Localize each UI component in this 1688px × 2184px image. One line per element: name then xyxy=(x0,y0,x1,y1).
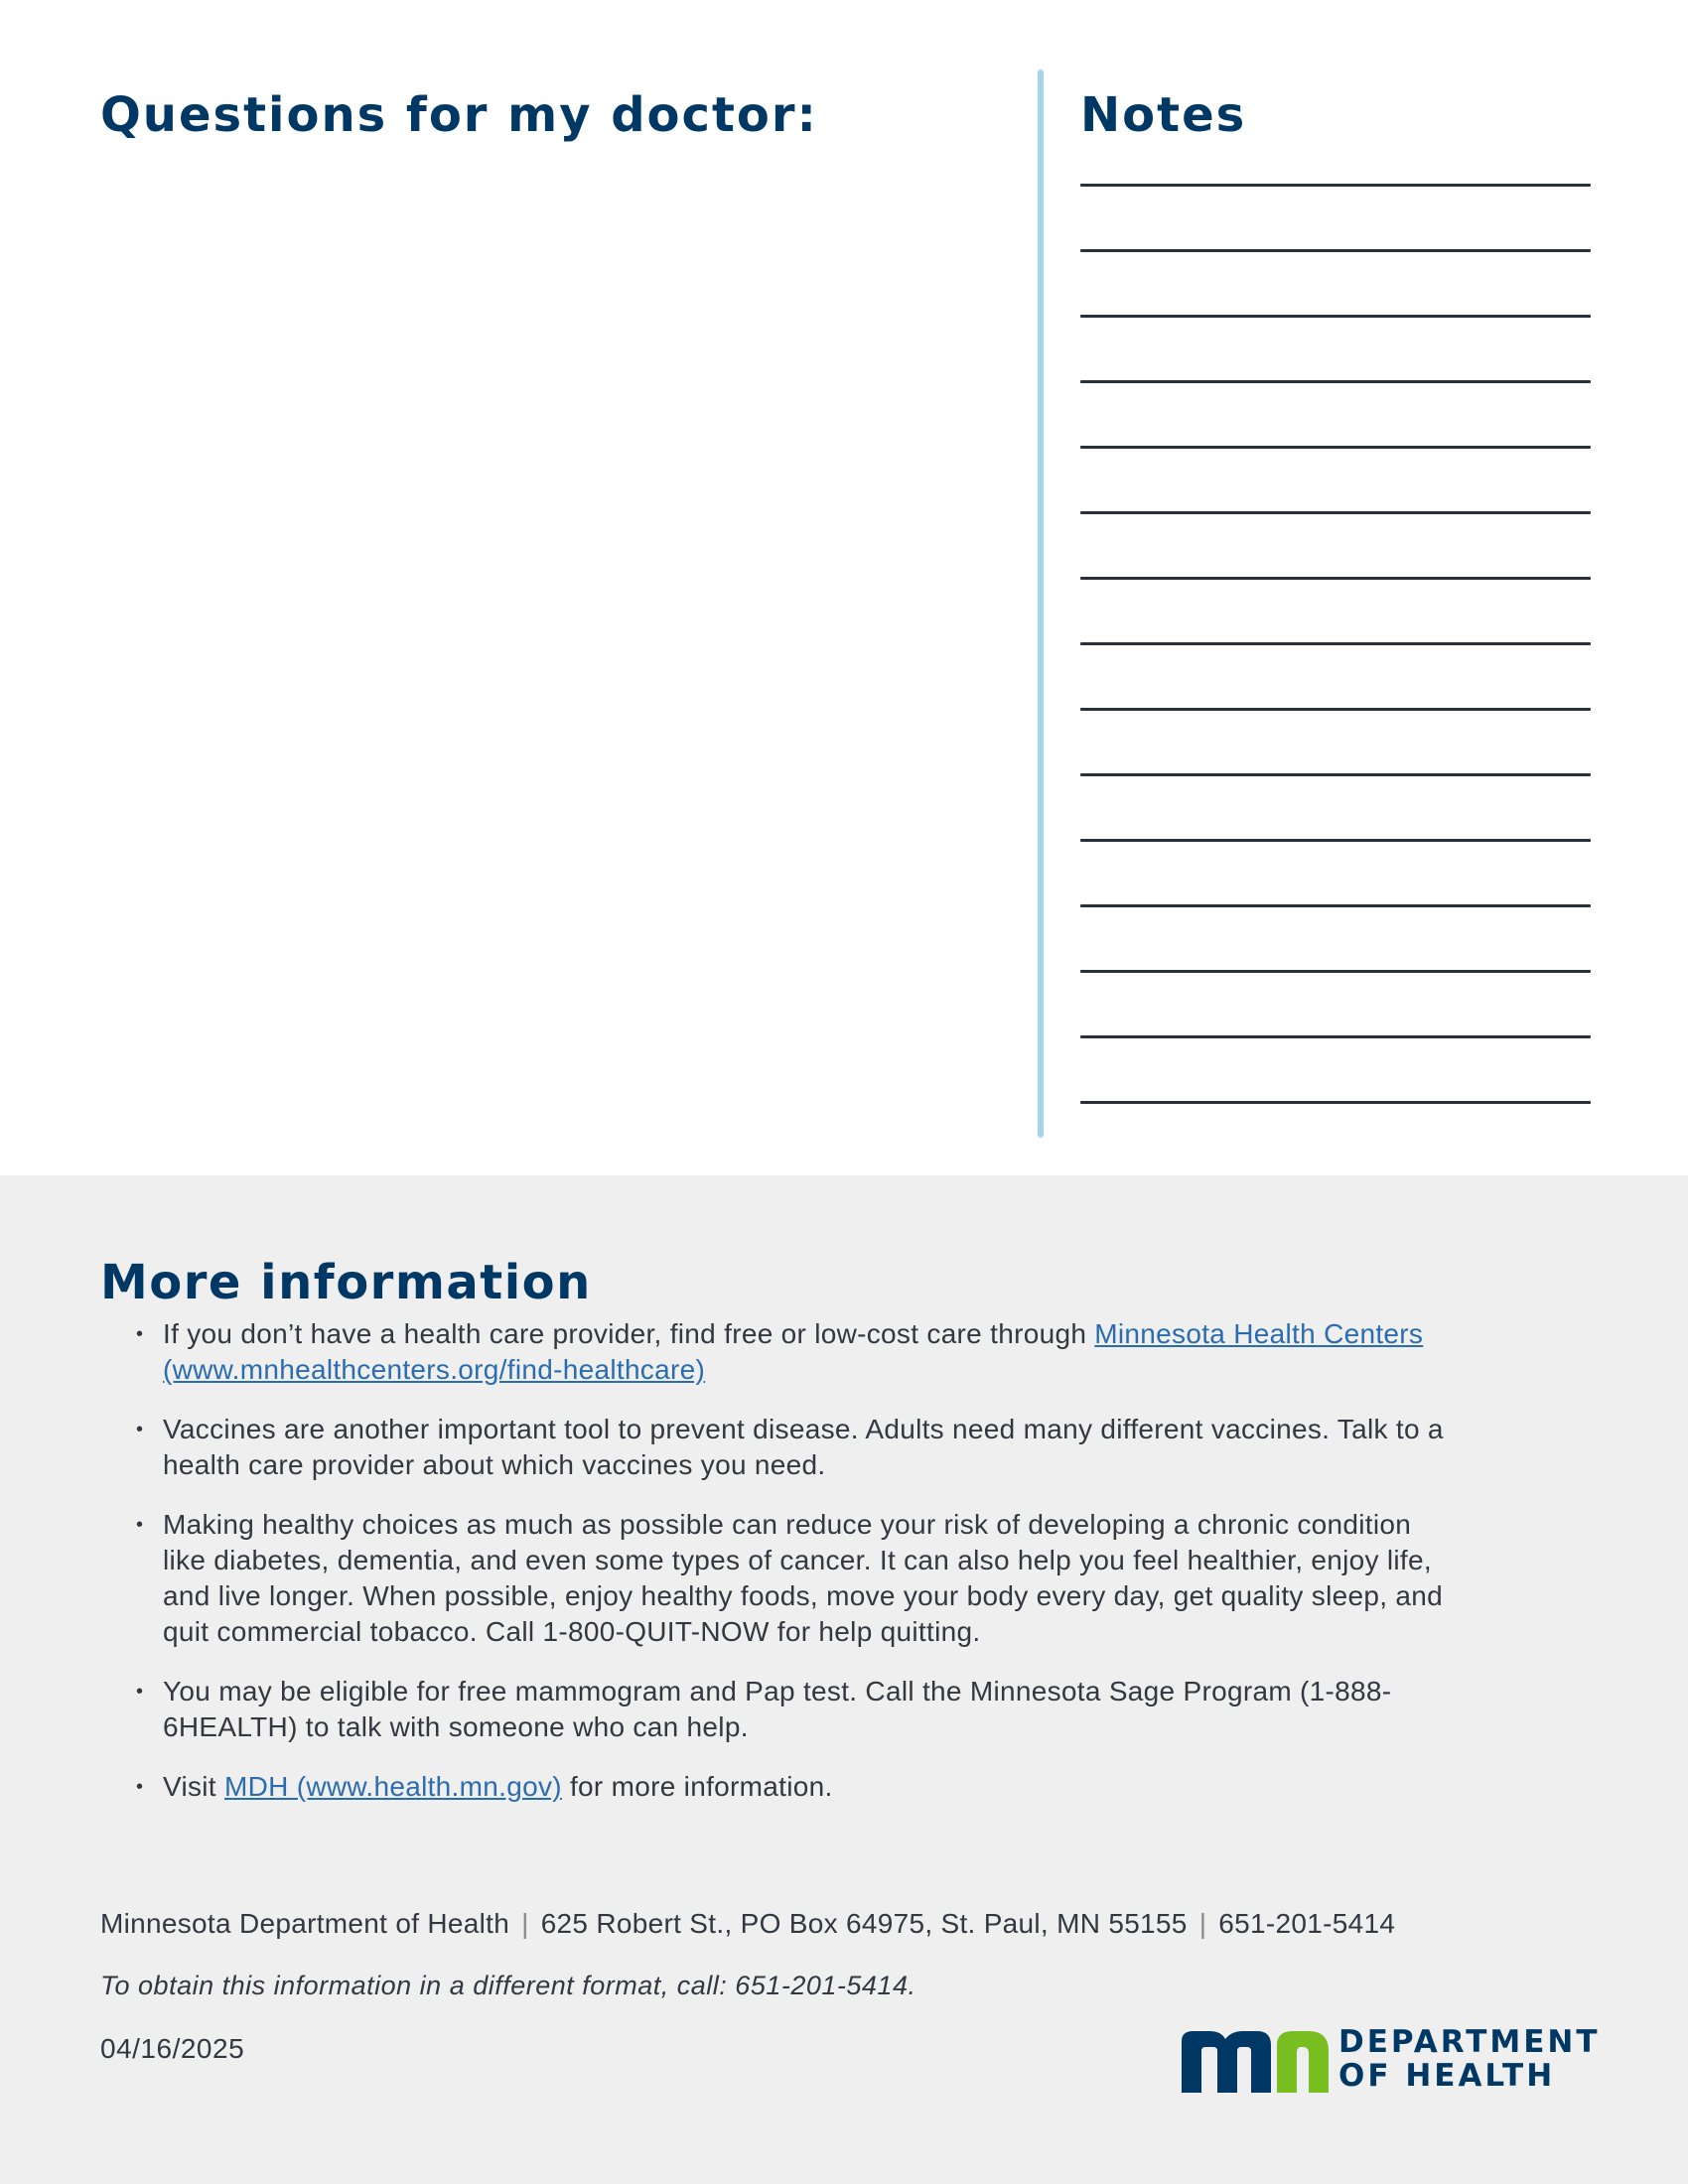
info-text: Vaccines are another important tool to prevent disease. Adults need many different vaccines. Talk to a health care provider about which vaccines you need. xyxy=(163,1414,1444,1480)
note-line[interactable] xyxy=(1080,1101,1591,1104)
info-link[interactable]: Minnesota Health Centers (www.mnhealthcenters.org/find-healthcare) xyxy=(163,1318,1424,1385)
note-line[interactable] xyxy=(1080,970,1591,973)
org-phone: 651-201-5414 xyxy=(1218,1908,1396,1939)
note-line[interactable] xyxy=(1080,380,1591,383)
info-text: If you don’t have a health care provider, find free or low-cost care through xyxy=(163,1318,1095,1349)
info-text: Making healthy choices as much as possible can reduce your risk of developing a chronic condition like diabetes, dementia, and even some types of cancer. It can also help you feel healthier, enjoy life, and live longer. When possible, enjoy healthy foods, move your body every day, get quality sleep, and quit commercial tobacco. Call 1-800-QUIT-NOW for help quitting. xyxy=(163,1509,1443,1647)
logo-line-1: DEPARTMENT xyxy=(1338,2024,1601,2060)
org-name: Minnesota Department of Health xyxy=(100,1908,510,1939)
separator: | xyxy=(1198,1908,1207,1939)
notes-lines xyxy=(1080,0,1593,1175)
more-information-section xyxy=(0,1175,1688,2184)
note-line[interactable] xyxy=(1080,708,1591,711)
contact-line xyxy=(100,1908,1395,1940)
info-list-item xyxy=(100,1674,1451,1745)
publication-date: 04/16/2025 xyxy=(100,2033,245,2064)
note-line[interactable] xyxy=(1080,1035,1591,1038)
note-line[interactable] xyxy=(1080,773,1591,776)
logo-text xyxy=(1338,2025,1601,2093)
note-line[interactable] xyxy=(1080,446,1591,449)
questions-heading: Questions for my doctor: xyxy=(100,87,818,143)
logo-line-2: OF HEALTH xyxy=(1338,2058,1556,2094)
note-line[interactable] xyxy=(1080,904,1591,907)
info-list-item xyxy=(100,1769,1451,1805)
note-line[interactable] xyxy=(1080,249,1591,252)
column-divider xyxy=(1038,69,1044,1138)
notes-heading: Notes xyxy=(1080,87,1247,143)
info-list-item xyxy=(100,1507,1451,1650)
info-text: Visit xyxy=(163,1771,224,1802)
separator: | xyxy=(521,1908,529,1939)
note-line[interactable] xyxy=(1080,511,1591,514)
org-address: 625 Robert St., PO Box 64975, St. Paul, MN 55155 xyxy=(540,1908,1188,1939)
more-information-heading: More information xyxy=(100,1255,592,1310)
alt-format-note: To obtain this information in a different format, call: 651-201-5414. xyxy=(100,1971,916,2000)
note-line[interactable] xyxy=(1080,315,1591,318)
note-line[interactable] xyxy=(1080,642,1591,645)
note-line[interactable] xyxy=(1080,184,1591,187)
info-list xyxy=(100,1316,1451,1829)
info-list-item xyxy=(100,1412,1451,1483)
info-list-item xyxy=(100,1316,1451,1388)
note-line[interactable] xyxy=(1080,577,1591,580)
info-link[interactable]: MDH (www.health.mn.gov) xyxy=(223,1771,562,1802)
note-line[interactable] xyxy=(1080,839,1591,842)
info-text: You may be eligible for free mammogram and Pap test. Call the Minnesota Sage Program (1-888-6HEALTH) to talk with someone who can help. xyxy=(163,1676,1392,1742)
info-text: for more information. xyxy=(561,1771,833,1802)
